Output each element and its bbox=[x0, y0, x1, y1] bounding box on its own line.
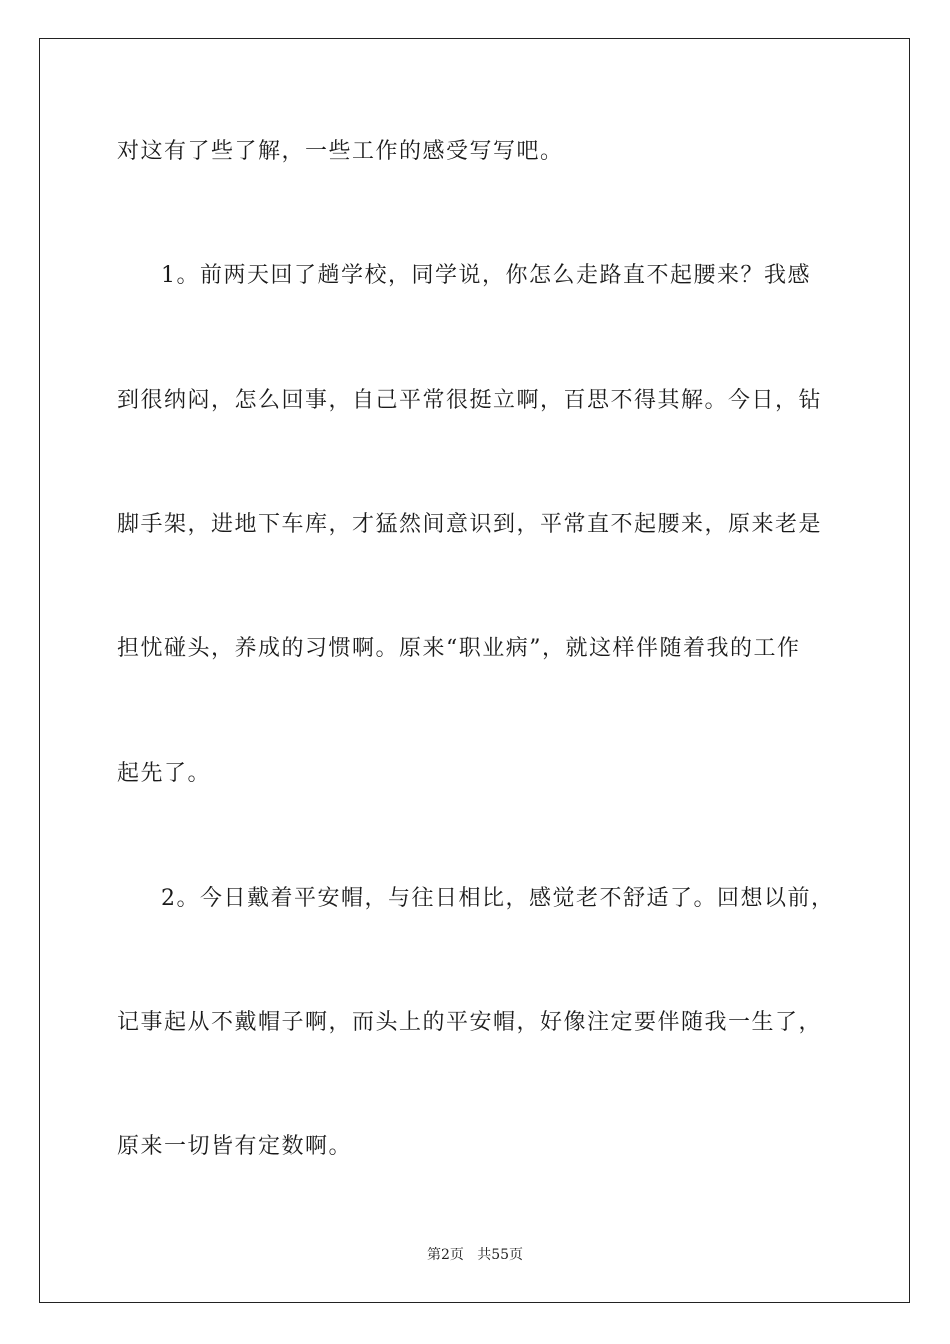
text-line-8: 记事起从不戴帽子啊，而头上的平安帽，好像注定要伴随我一生了， bbox=[117, 1010, 823, 1035]
text-line-4: 脚手架，进地下车库，才猛然间意识到，平常直不起腰来，原来老是 bbox=[117, 512, 823, 537]
total-pages: 55 bbox=[491, 1247, 510, 1263]
page-suffix: 页 bbox=[449, 1247, 464, 1263]
page-footer bbox=[0, 1246, 950, 1264]
text-line-9: 原来一切皆有定数啊。 bbox=[117, 1134, 353, 1159]
text-line-2: 1。前两天回了趟学校，同学说，你怎么走路直不起腰来？我感 bbox=[161, 263, 811, 288]
page-prefix: 第 bbox=[426, 1247, 441, 1263]
text-line-5: 担忧碰头，养成的习惯啊。原来“职业病”，就这样伴随着我的工作 bbox=[117, 636, 801, 661]
total-suffix: 页 bbox=[509, 1247, 524, 1263]
page-number: 2 bbox=[440, 1247, 450, 1263]
text-line-1: 对这有了些了解，一些工作的感受写写吧。 bbox=[117, 139, 564, 164]
text-line-7: 2。今日戴着平安帽，与往日相比，感觉老不舒适了。回想以前， bbox=[161, 886, 835, 911]
text-line-3: 到很纳闷，怎么回事，自己平常很挺立啊，百思不得其解。今日，钻 bbox=[117, 388, 823, 413]
page-border bbox=[39, 38, 910, 1303]
total-prefix: 共 bbox=[477, 1247, 492, 1263]
text-line-6: 起先了。 bbox=[117, 761, 212, 786]
